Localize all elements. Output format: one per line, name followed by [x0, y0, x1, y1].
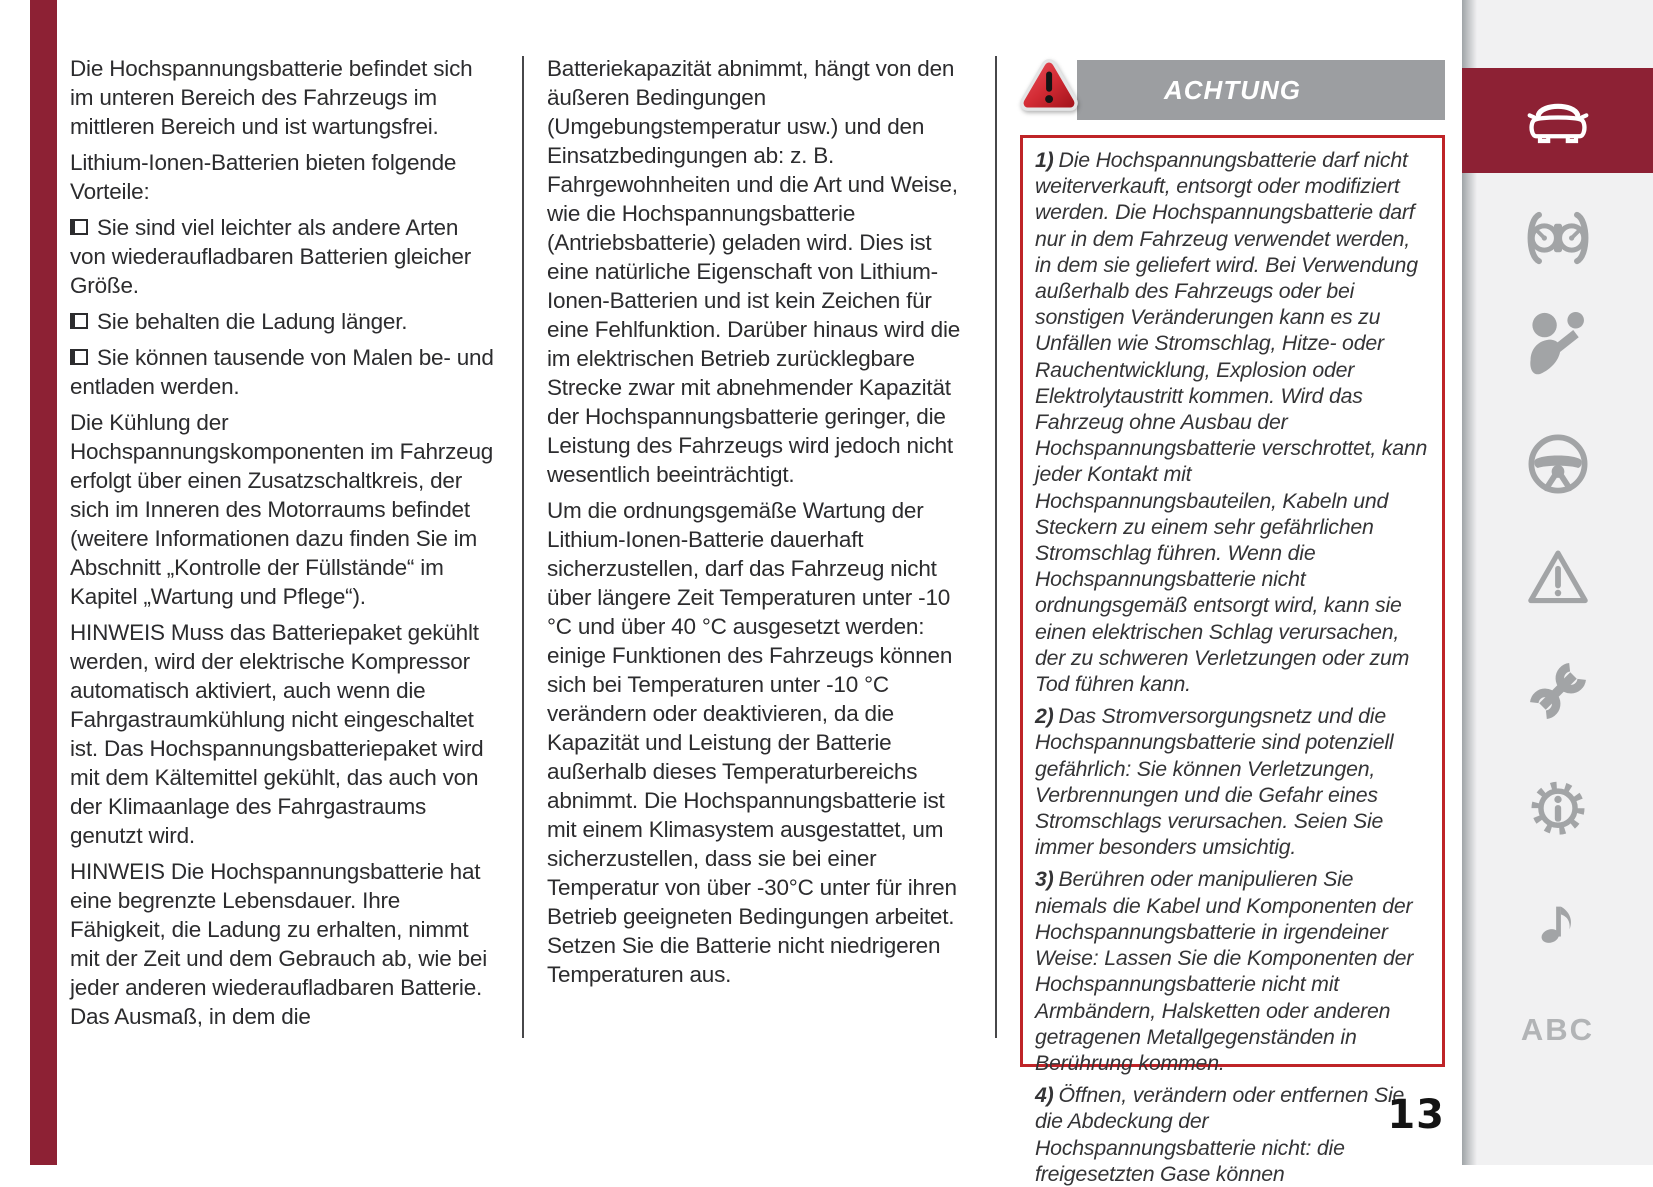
paragraph-text: Die Kühlung der Hochspannungskomponenten im Fahrzeug erfolgt über einen Zusatzschaltkreis, der sich im Inneren des Motorraums befindet (weitere Informationen dazu finden Sie im Abschnitt „Kontrolle der Füllstände“ im Kapitel „Wartung und Pflege“). — [70, 410, 494, 609]
bullet-item — [70, 213, 498, 300]
warning-item-text: Die Hochspannungsbatterie darf nicht weiterverkauft, entsorgt oder modifiziert werden. Die Hochspannungsbatterie darf nur in dem Fahrzeug verwendet werden, in dem sie geliefert wird. Bei Verwendung außerhalb des Fahrzeugs oder bei sonstigen Veränderungen kann es zu Unfällen wie Stromschlag, Hitze- oder Rauchentwicklung, Explosion oder Elektrolytaustritt kommen. Wird das Fahrzeug ohne Ausbau der Hochspannungsbatterie verschrottet, kann jeder Kontakt mit Hochspannungsbauteilen, Kabeln und Steckern zu einem sehr gefährlichen Stromschlag führen. Wenn die Hochspannungsbatterie nicht ordnungsgemäß entsorgt wird, kann sie einen elektrischen Schlag verursachen, der zu schweren Verletzungen oder zum Tod führen kann. — [1035, 148, 1428, 697]
warning-item-text: Berühren oder manipulieren Sie niemals die Kabel und Komponenten der Hochspannungsbatterie in irgendeiner Weise: Lassen Sie die Komponenten der Hochspannungsbatterie nicht mit Armbändern, Halsketten oder anderen getragenen Metallgegenständen in Berührung kommen. — [1035, 867, 1414, 1075]
warning-item — [1035, 147, 1430, 697]
bullet-item — [70, 307, 498, 336]
chapter-icon-rail — [1462, 0, 1653, 1165]
sidebar-item-car-front-icon[interactable] — [1462, 68, 1653, 173]
paragraph-text: Um die ordnungsgemäße Wartung der Lithium-Ionen-Batterie dauerhaft sicherzustellen, darf das Fahrzeug nicht über längere Zeit Temperaturen unter -10 °C und über 40 °C ausgesetzt werden: einige Funktionen des Fahrzeugs können sich bei Temperaturen unter -10 °C verändern oder deaktivieren, da die Kapazität und Leistung der Batterie außerhalb dieses Temperaturbereichs abnimmt. Die Hochspannungsbatterie ist mit einem Klimasystem ausgestattet, um sicherzustellen, dass sie bei einer Temperatur von über -30°C unter für ihren Betrieb geeigneten Bedingungen arbeitet. Setzen Sie die Batterie nicht niedrigeren Temperaturen aus. — [547, 498, 957, 987]
square-bullet-icon — [70, 219, 88, 235]
paragraph-text: HINWEIS Die Hochspannungsbatterie hat eine begrenzte Lebensdauer. Ihre Fähigkeit, die Ladung zu erhalten, nimmt mit der Zeit und dem Gebrauch ab, wie bei jeder anderen wiederaufladbaren Batterie. Das Ausmaß, in dem die — [70, 859, 488, 1029]
paragraph — [70, 54, 498, 141]
paragraph-text: Sie können tausende von Malen be- und entladen werden. — [70, 345, 494, 399]
paragraph-text: Sie behalten die Ladung länger. — [97, 309, 408, 334]
warning-item-number: 4) — [1035, 1083, 1054, 1108]
paragraph-text: Sie sind viel leichter als andere Arten von wiederaufladbaren Batterien gleicher Größe. — [70, 215, 472, 298]
warning-item — [1035, 703, 1430, 860]
square-bullet-icon — [70, 313, 88, 329]
warning-title: ACHTUNG — [1164, 74, 1301, 105]
sidebar-item-music-note-icon[interactable] — [1462, 886, 1653, 952]
square-bullet-icon — [70, 349, 88, 365]
sidebar-item-gear-info-icon[interactable] — [1462, 768, 1653, 846]
paragraph — [547, 54, 975, 489]
bullet-item — [70, 343, 498, 401]
warning-item-text: Das Stromversorgungsnetz und die Hochspannungsbatterie sind potenziell gefährlich: Sie können Verletzungen, Verbrennungen und die Gefahr eines Stromschlags verursachen. Seien Sie immer besonders umsichtig. — [1035, 704, 1394, 860]
sidebar-item-airbag-icon[interactable] — [1462, 305, 1653, 383]
warning-item — [1035, 866, 1430, 1076]
text-column-2 — [547, 54, 975, 996]
warning-item-number: 1) — [1035, 148, 1054, 172]
column-divider — [995, 56, 997, 1038]
paragraph — [70, 408, 498, 611]
paragraph-text: Batteriekapazität abnimmt, hängt von den äußeren Bedingungen (Umgebungstemperatur usw.) und den Einsatzbedingungen ab: z. B. Fahrgewohnheiten und die Art und Weise, wie die Hochspannungsbatterie (Antriebsbatterie) geladen wird. Dies ist eine natürliche Eigenschaft von Lithium-Ionen-Batterien und ist kein Zeichen für eine Fehlfunktion. Darüber hinaus wird die im elektrischen Betrieb zurücklegbare Strecke zwar mit abnehmender Kapazität der Hochspannungsbatterie geringer, die Leistung des Fahrzeugs wird jedoch nicht wesentlich beeinträchtigt. — [547, 56, 961, 487]
sidebar-item-wrench-icon[interactable] — [1462, 652, 1653, 730]
paragraph — [70, 618, 498, 850]
warning-item-text: Öffnen, verändern oder entfernen Sie die Abdeckung der Hochspannungsbatterie nicht: die freigesetzten Gase können — [1035, 1083, 1405, 1186]
warning-header — [1020, 60, 1445, 120]
warning-triangle-badge-icon — [1018, 57, 1080, 120]
sidebar-item-abc[interactable]: ABC — [1520, 1012, 1595, 1047]
warning-item-number: 2) — [1035, 704, 1054, 729]
paragraph-text: HINWEIS Muss das Batteriepaket gekühlt werden, wird der elektrische Kompressor automatisch aktiviert, auch wenn die Fahrgastraumkühlung nicht eingeschaltet ist. Das Hochspannungsbatteriepaket wird mit dem Kältemittel gekühlt, das auch von der Klimaanlage des Fahrgastraums genutzt wird. — [70, 620, 484, 848]
warning-item-number: 3) — [1035, 867, 1054, 892]
sidebar-item-steering-wheel-icon[interactable] — [1462, 427, 1653, 501]
column-divider — [522, 56, 524, 1038]
paragraph-text: Lithium-Ionen-Batterien bieten folgende Vorteile: — [70, 150, 457, 204]
paragraph-text: Die Hochspannungsbatterie befindet sich im unteren Bereich des Fahrzeugs im mittleren Bereich und ist wartungsfrei. — [70, 56, 473, 139]
text-column-1 — [70, 54, 498, 1038]
sidebar-item-dashboard-gauges-icon[interactable] — [1462, 200, 1653, 276]
warning-item — [1035, 1082, 1430, 1187]
page-number: 13 — [1387, 1092, 1445, 1138]
paragraph — [70, 857, 498, 1031]
paragraph — [547, 496, 975, 989]
sidebar-item-warning-triangle-icon[interactable] — [1462, 541, 1653, 615]
chapter-color-band — [30, 0, 57, 1165]
paragraph — [70, 148, 498, 206]
